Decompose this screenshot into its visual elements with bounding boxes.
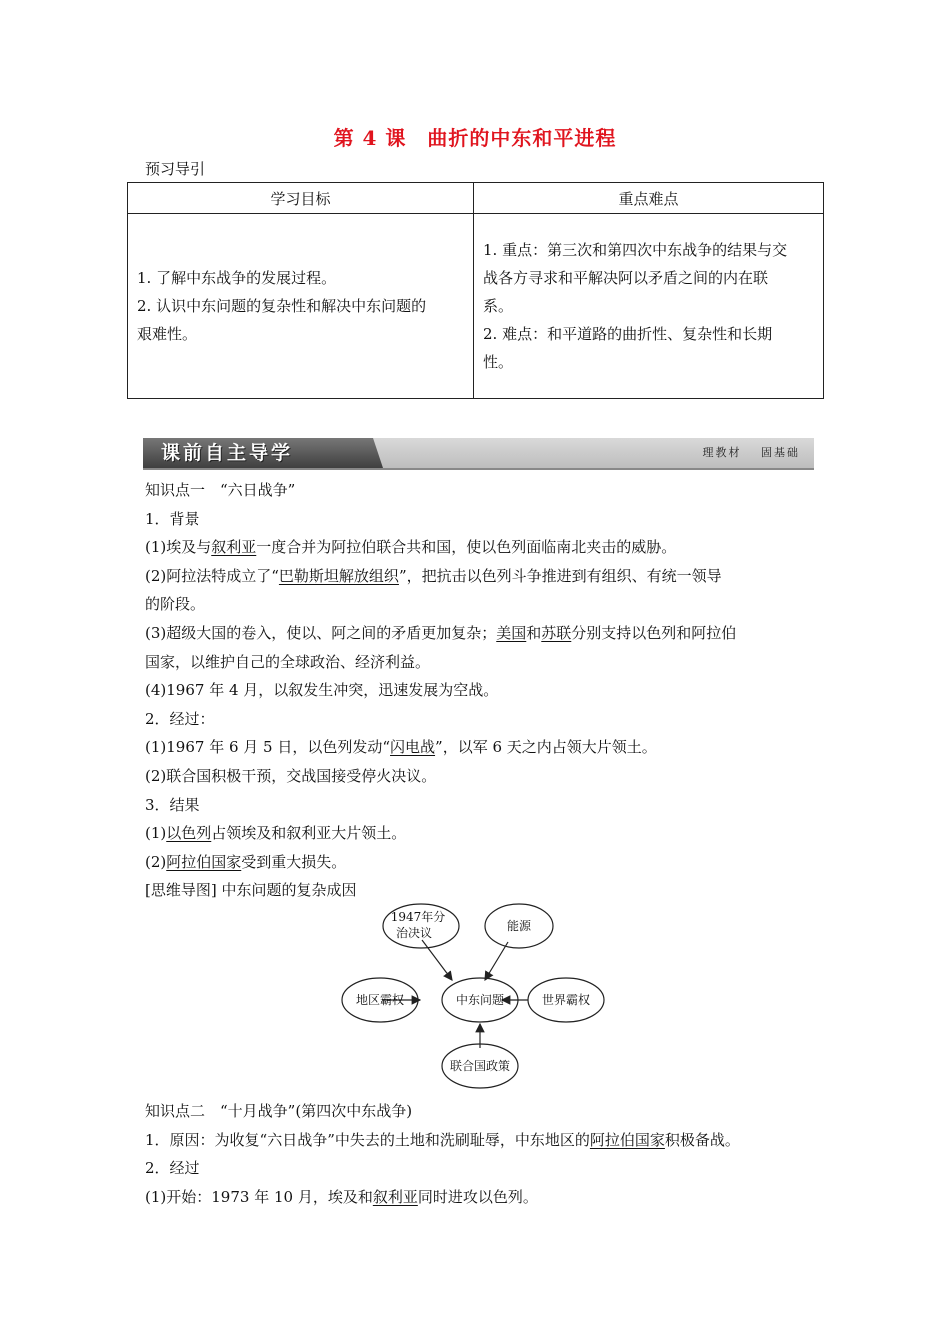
banner-tags [689, 438, 801, 468]
answer-blank: 苏联 [541, 623, 572, 642]
result-item-2: (2)阿拉伯国家受到重大损失。 [145, 852, 347, 871]
keypoint-line: 性。 [483, 353, 514, 371]
background-item-2-cont: 的阶段。 [145, 595, 206, 614]
mindmap-text: 1947年分 [390, 910, 446, 924]
keypoint-line: 2. 难点：和平道路的曲折性、复杂性和长期 [483, 325, 773, 343]
answer-blank: 叙利亚 [372, 1187, 418, 1206]
banner-title: 课前自主导学 [161, 442, 294, 464]
process-item-1: (1)1967 年 6 月 5 日，以色列发动“闪电战”，以军 6 天之内占领大片领土。 [145, 738, 657, 757]
answer-blank: 闪电战 [390, 738, 436, 757]
goals-table [127, 182, 824, 399]
goals-cell [128, 214, 474, 399]
background-item-2: (2)阿拉法特成立了“巴勒斯坦解放组织”，把抗击以色列斗争推进到有组织、有统一领导 [145, 566, 722, 585]
mindmap-diagram [340, 900, 610, 1090]
section-banner [143, 438, 814, 470]
section-heading: 知识点一 “六日战争” [145, 481, 296, 499]
answer-blank: 以色列 [166, 824, 212, 843]
banner-tag: 固基础 [761, 446, 800, 459]
result-title: 3．结果 [145, 795, 200, 814]
cause-item: 1．原因：为收复“六日战争”中失去的土地和洗刷耻辱，中东地区的阿拉伯国家积极备战。 [145, 1130, 740, 1149]
background-item-3: (3)超级大国的卷入，使以、阿之间的矛盾更加复杂；美国和苏联分别支持以色列和阿拉伯 [145, 623, 737, 642]
mindmap-text: 联合国政策 [449, 1059, 511, 1073]
keypoints-cell [474, 214, 824, 399]
mindmap-label: [思维导图] 中东问题的复杂成因 [145, 881, 357, 900]
process-title: 2．经过： [145, 709, 215, 728]
table-header-keypoints: 重点难点 [474, 183, 824, 214]
answer-blank: 阿拉伯国家 [589, 1130, 665, 1149]
goal-line: 1. 了解中东战争的发展过程。 [137, 269, 337, 287]
goal-line: 艰难性。 [137, 325, 198, 343]
mindmap-text: 地区霸权 [355, 993, 405, 1007]
keypoint-line: 1. 重点：第三次和第四次中东战争的结果与交 [483, 241, 788, 259]
banner-tag: 理教材 [702, 446, 742, 459]
mindmap-text: 中东问题 [455, 993, 505, 1007]
section-heading: 知识点二 “十月战争”(第四次中东战争) [145, 1102, 413, 1120]
mindmap-text: 能源 [506, 919, 532, 933]
lesson-title: 第 4 课 曲折的中东和平进程 [333, 126, 617, 150]
keypoint-line: 战各方寻求和平解决阿以矛盾之间的内在联 [483, 269, 769, 287]
process-item-1: (1)开始：1973 年 10 月，埃及和叙利亚同时进攻以色列。 [145, 1187, 538, 1206]
knowledge-point-one [145, 476, 835, 905]
answer-blank: 阿拉伯国家 [166, 852, 242, 871]
answer-blank: 美国 [496, 623, 527, 642]
result-item-1: (1)以色列占领埃及和叙利亚大片领土。 [145, 824, 407, 843]
background-item-3-cont: 国家，以维护自己的全球政治、经济利益。 [145, 652, 431, 671]
process-title: 2．经过 [145, 1159, 200, 1178]
answer-blank: 巴勒斯坦解放组织 [278, 566, 399, 585]
goal-line: 2. 认识中东问题的复杂性和解决中东问题的 [137, 297, 427, 315]
table-header-goals: 学习目标 [128, 183, 474, 214]
background-item-4: (4)1967 年 4 月，以叙发生冲突，迅速发展为空战。 [145, 681, 499, 700]
mindmap-arrow [485, 942, 508, 980]
process-item-2: (2)联合国积极干预，交战国接受停火决议。 [145, 766, 437, 785]
mindmap-text: 治决议 [395, 926, 433, 940]
knowledge-point-two [145, 1097, 835, 1211]
mindmap-svg [340, 900, 610, 1090]
preview-guide-label: 预习导引 [145, 160, 206, 178]
answer-blank: 叙利亚 [211, 538, 257, 557]
background-item-1: (1)埃及与叙利亚一度合并为阿拉伯联合共和国，使以色列面临南北夹击的威胁。 [145, 538, 677, 557]
mindmap-text: 世界霸权 [541, 993, 591, 1007]
background-title: 1．背景 [145, 509, 200, 528]
keypoint-line: 系。 [483, 297, 514, 315]
